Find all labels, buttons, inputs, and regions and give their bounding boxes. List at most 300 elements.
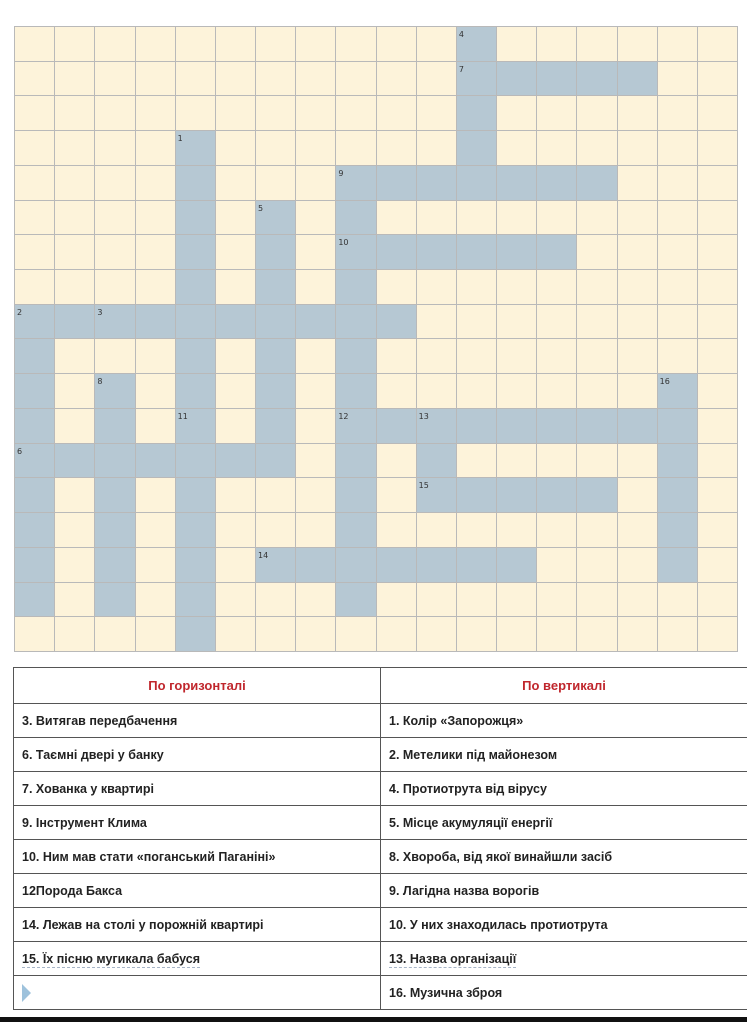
- grid-cell: [256, 131, 296, 166]
- grid-cell: [577, 201, 617, 236]
- grid-cell: [377, 201, 417, 236]
- grid-cell: [15, 270, 55, 305]
- grid-cell: [537, 478, 577, 513]
- clue-number: 1: [177, 134, 183, 144]
- grid-cell: [336, 305, 376, 340]
- grid-cell: [55, 235, 95, 270]
- grid-cell: [457, 270, 497, 305]
- clue-number: 15: [418, 481, 429, 491]
- grid-cell: [658, 444, 698, 479]
- grid-cell: [336, 27, 376, 62]
- grid-cell: [497, 617, 537, 652]
- grid-cell: [336, 617, 376, 652]
- grid-cell: [15, 27, 55, 62]
- grid-cell: [15, 617, 55, 652]
- grid-cell: [95, 270, 135, 305]
- grid-cell: [95, 513, 135, 548]
- grid-cell: [497, 548, 537, 583]
- grid-cell: [176, 374, 216, 409]
- grid-cell: [497, 27, 537, 62]
- grid-cell: [296, 270, 336, 305]
- grid-cell: [296, 62, 336, 97]
- grid-cell: [136, 166, 176, 201]
- grid-cell: [176, 166, 216, 201]
- grid-cell: [577, 617, 617, 652]
- grid-cell: [658, 235, 698, 270]
- grid-cell: [95, 444, 135, 479]
- grid-cell: [698, 409, 738, 444]
- bottom-bar: [0, 1017, 747, 1022]
- grid-cell: [377, 409, 417, 444]
- grid-cell: [457, 374, 497, 409]
- grid-cell: [176, 617, 216, 652]
- grid-cell: [15, 235, 55, 270]
- grid-cell: [658, 513, 698, 548]
- grid-cell: [336, 131, 376, 166]
- grid-cell: [658, 62, 698, 97]
- grid-cell: [577, 583, 617, 618]
- grid-cell: [256, 583, 296, 618]
- grid-cell: [55, 583, 95, 618]
- down-clue: 10. У них знаходилась протиотрута: [381, 908, 747, 942]
- grid-cell: [55, 478, 95, 513]
- grid-cell: [698, 235, 738, 270]
- grid-cell: [618, 27, 658, 62]
- grid-cell: [95, 201, 135, 236]
- grid-cell: [457, 131, 497, 166]
- grid-cell: [55, 548, 95, 583]
- grid-cell: [417, 62, 457, 97]
- grid-cell: [497, 270, 537, 305]
- grid-cell: [577, 27, 617, 62]
- grid-cell: [537, 270, 577, 305]
- grid-cell: [55, 444, 95, 479]
- clue-number: 2: [17, 307, 23, 317]
- grid-cell: [377, 374, 417, 409]
- across-clue: 7. Хованка у квартирі: [14, 772, 381, 806]
- grid-cell: [537, 166, 577, 201]
- clue-number: 6: [17, 446, 23, 456]
- grid-cell: [577, 478, 617, 513]
- grid-cell: [417, 270, 457, 305]
- grid-cell: [698, 513, 738, 548]
- clue-number: 5: [258, 203, 264, 213]
- grid-cell: [296, 235, 336, 270]
- grid-cell: [256, 513, 296, 548]
- grid-cell: [336, 166, 376, 201]
- grid-cell: [618, 374, 658, 409]
- grid-cell: [417, 201, 457, 236]
- grid-cell: [497, 62, 537, 97]
- grid-cell: [216, 131, 256, 166]
- grid-cell: [577, 131, 617, 166]
- grid-cell: [497, 478, 537, 513]
- grid-cell: [296, 513, 336, 548]
- grid-cell: [417, 478, 457, 513]
- grid-cell: [55, 131, 95, 166]
- grid-cell: [216, 27, 256, 62]
- grid-cell: [618, 339, 658, 374]
- clue-row: [14, 840, 747, 874]
- grid-cell: [136, 131, 176, 166]
- grid-cell: [296, 305, 336, 340]
- grid-cell: [577, 305, 617, 340]
- grid-cell: [658, 96, 698, 131]
- grid-cell: [577, 374, 617, 409]
- grid-cell: [216, 583, 256, 618]
- down-clue: 16. Музична зброя: [381, 976, 747, 1010]
- grid-cell: [377, 583, 417, 618]
- grid-cell: [176, 27, 216, 62]
- across-clue: 9. Інструмент Клима: [14, 806, 381, 840]
- grid-cell: [698, 478, 738, 513]
- grid-cell: [497, 305, 537, 340]
- down-clue: 2. Метелики під майонезом: [381, 738, 747, 772]
- grid-cell: [256, 339, 296, 374]
- grid-cell: [377, 62, 417, 97]
- grid-cell: [417, 96, 457, 131]
- grid-cell: [336, 548, 376, 583]
- clue-number: 4: [458, 30, 464, 39]
- grid-cell: [55, 62, 95, 97]
- grid-cell: [537, 305, 577, 340]
- clue-number: 8: [97, 377, 103, 387]
- grid-cell: [537, 409, 577, 444]
- grid-cell: [216, 270, 256, 305]
- grid-cell: [417, 339, 457, 374]
- grid-cell: [658, 339, 698, 374]
- clue-row: [14, 942, 747, 976]
- grid-cell: [55, 166, 95, 201]
- grid-cell: [658, 548, 698, 583]
- grid-cell: [216, 305, 256, 340]
- grid-cell: [618, 478, 658, 513]
- grid-cell: [698, 96, 738, 131]
- down-clue: 5. Місце акумуляції енергії: [381, 806, 747, 840]
- grid-cell: [457, 409, 497, 444]
- grid-cell: [497, 409, 537, 444]
- grid-cell: [698, 339, 738, 374]
- down-clue: 8. Хвороба, від якої винайшли засіб: [381, 840, 747, 874]
- grid-cell: [417, 513, 457, 548]
- grid-cell: [256, 166, 296, 201]
- grid-cell: [417, 548, 457, 583]
- across-clue: 15. Їх пісню мугикала бабуся: [14, 942, 381, 976]
- grid-cell: [618, 166, 658, 201]
- grid-cell: [136, 374, 176, 409]
- clues-table: [13, 667, 747, 1010]
- down-clue: 13. Назва організації: [381, 942, 747, 976]
- clue-number: 10: [338, 238, 349, 248]
- grid-cell: [417, 409, 457, 444]
- grid-cell: [95, 62, 135, 97]
- grid-cell: [618, 617, 658, 652]
- grid-cell: [497, 131, 537, 166]
- clue-number: 16: [659, 377, 670, 387]
- grid-cell: [55, 305, 95, 340]
- grid-cell: [336, 62, 376, 97]
- grid-cell: [577, 166, 617, 201]
- grid-cell: [256, 201, 296, 236]
- grid-cell: [136, 583, 176, 618]
- grid-cell: [55, 201, 95, 236]
- grid-cell: [95, 409, 135, 444]
- grid-cell: [698, 62, 738, 97]
- grid-cell: [176, 548, 216, 583]
- grid-cell: [216, 444, 256, 479]
- grid-cell: [216, 235, 256, 270]
- grid-cell: [15, 201, 55, 236]
- grid-cell: [497, 513, 537, 548]
- grid-cell: [577, 339, 617, 374]
- grid-cell: [537, 62, 577, 97]
- grid-cell: [296, 548, 336, 583]
- grid-cell: [296, 166, 336, 201]
- clue-number: 9: [338, 168, 344, 178]
- grid-cell: [658, 583, 698, 618]
- grid-cell: [417, 131, 457, 166]
- grid-cell: [296, 444, 336, 479]
- grid-cell: [537, 617, 577, 652]
- grid-cell: [55, 513, 95, 548]
- grid-cell: [15, 166, 55, 201]
- grid-cell: [55, 374, 95, 409]
- grid-cell: [55, 339, 95, 374]
- grid-cell: [15, 478, 55, 513]
- grid-cell: [618, 583, 658, 618]
- grid-cell: [55, 27, 95, 62]
- grid-cell: [15, 583, 55, 618]
- grid-cell: [176, 235, 216, 270]
- grid-cell: [457, 201, 497, 236]
- grid-cell: [55, 270, 95, 305]
- grid-cell: [336, 478, 376, 513]
- grid-cell: [698, 617, 738, 652]
- grid-cell: [136, 548, 176, 583]
- grid-cell: [136, 513, 176, 548]
- grid-cell: [658, 166, 698, 201]
- grid-cell: [457, 166, 497, 201]
- grid-cell: [15, 409, 55, 444]
- grid-cell: [698, 583, 738, 618]
- grid-cell: [15, 548, 55, 583]
- grid-cell: [256, 548, 296, 583]
- grid-cell: [176, 305, 216, 340]
- grid-cell: [537, 513, 577, 548]
- grid-cell: [136, 617, 176, 652]
- grid-cell: [336, 513, 376, 548]
- grid-cell: [658, 131, 698, 166]
- across-clue: 14. Лежав на столі у порожній квартирі: [14, 908, 381, 942]
- grid-cell: [417, 166, 457, 201]
- grid-cell: [176, 201, 216, 236]
- grid-cell: [136, 201, 176, 236]
- grid-cell: [216, 166, 256, 201]
- grid-cell: [216, 513, 256, 548]
- grid-cell: [15, 131, 55, 166]
- triangle-marker-icon: [22, 984, 31, 1002]
- grid-cell: [618, 444, 658, 479]
- grid-cell: [216, 201, 256, 236]
- grid-cell: [136, 339, 176, 374]
- grid-cell: [497, 339, 537, 374]
- grid-cell: [377, 513, 417, 548]
- grid-cell: [216, 374, 256, 409]
- across-header: По горизонталі: [14, 668, 381, 704]
- grid-cell: [377, 305, 417, 340]
- grid-cell: [618, 409, 658, 444]
- grid-cell: [336, 444, 376, 479]
- grid-cell: [95, 583, 135, 618]
- grid-cell: [457, 339, 497, 374]
- grid-cell: [618, 270, 658, 305]
- clues-header-row: [14, 668, 747, 704]
- grid-cell: [658, 270, 698, 305]
- grid-cell: [577, 96, 617, 131]
- clue-row: [14, 976, 747, 1010]
- clue-number: 11: [177, 411, 188, 421]
- grid-cell: [176, 270, 216, 305]
- grid-cell: [497, 96, 537, 131]
- grid-cell: [336, 583, 376, 618]
- clue-number: 12: [338, 411, 349, 421]
- clue-row: [14, 704, 747, 738]
- grid-cell: [577, 409, 617, 444]
- grid-cell: [95, 548, 135, 583]
- grid-cell: [176, 96, 216, 131]
- grid-cell: [176, 478, 216, 513]
- grid-cell: [537, 131, 577, 166]
- grid-cell: [136, 235, 176, 270]
- grid-cell: [577, 444, 617, 479]
- grid-cell: [457, 96, 497, 131]
- grid-cell: [658, 27, 698, 62]
- across-clue: 10. Ним мав стати «поганський Паганіні»: [14, 840, 381, 874]
- grid-cell: [296, 617, 336, 652]
- grid-cell: [577, 548, 617, 583]
- grid-cell: [256, 444, 296, 479]
- grid-cell: [698, 374, 738, 409]
- grid-cell: [417, 617, 457, 652]
- grid-cell: [15, 96, 55, 131]
- clue-row: [14, 806, 747, 840]
- grid-cell: [618, 305, 658, 340]
- grid-cell: [136, 444, 176, 479]
- grid-cell: [55, 409, 95, 444]
- grid-cell: [537, 339, 577, 374]
- grid-cell: [256, 270, 296, 305]
- grid-cell: [216, 62, 256, 97]
- clue-row: [14, 874, 747, 908]
- grid-cell: [176, 444, 216, 479]
- grid-cell: [216, 96, 256, 131]
- grid-cell: [136, 62, 176, 97]
- grid-cell: [698, 131, 738, 166]
- grid-cell: [15, 62, 55, 97]
- across-clue: [14, 976, 381, 1010]
- grid-cell: [296, 96, 336, 131]
- clue-row: [14, 908, 747, 942]
- grid-cell: [256, 235, 296, 270]
- grid-cell: [15, 339, 55, 374]
- grid-cell: [457, 617, 497, 652]
- grid-cell: [216, 617, 256, 652]
- grid-cell: [15, 374, 55, 409]
- grid-cell: [95, 478, 135, 513]
- grid-cell: [256, 305, 296, 340]
- grid-cell: [497, 444, 537, 479]
- grid-cell: [377, 235, 417, 270]
- grid-cell: [176, 62, 216, 97]
- grid-cell: [537, 583, 577, 618]
- grid-cell: [296, 131, 336, 166]
- grid-cell: [336, 409, 376, 444]
- grid-cell: [336, 339, 376, 374]
- grid-cell: [537, 548, 577, 583]
- grid-cell: [136, 96, 176, 131]
- grid-cell: [336, 201, 376, 236]
- grid-cell: [296, 583, 336, 618]
- grid-cell: [658, 201, 698, 236]
- down-clue: 1. Колір «Запорожця»: [381, 704, 747, 738]
- grid-cell: [698, 166, 738, 201]
- grid-cell: [336, 235, 376, 270]
- grid-cell: [296, 478, 336, 513]
- down-clue: 4. Протиотрута від вірусу: [381, 772, 747, 806]
- grid-cell: [698, 305, 738, 340]
- clue-row: [14, 772, 747, 806]
- grid-cell: [136, 409, 176, 444]
- grid-cell: [577, 270, 617, 305]
- down-clue: 9. Лагідна назва ворогів: [381, 874, 747, 908]
- grid-cell: [176, 513, 216, 548]
- grid-cell: [417, 27, 457, 62]
- grid-cell: [497, 583, 537, 618]
- grid-cell: [377, 548, 417, 583]
- grid-cell: [377, 478, 417, 513]
- grid-cell: [417, 374, 457, 409]
- grid-cell: [417, 583, 457, 618]
- down-header: По вертикалі: [381, 668, 747, 704]
- grid-cell: [618, 96, 658, 131]
- grid-cell: [497, 235, 537, 270]
- grid-cell: [176, 583, 216, 618]
- grid-cell: [296, 201, 336, 236]
- grid-cell: [537, 235, 577, 270]
- grid-cell: [497, 374, 537, 409]
- grid-cell: [256, 27, 296, 62]
- grid-cell: [55, 617, 95, 652]
- grid-cell: [15, 305, 55, 340]
- grid-cell: [658, 305, 698, 340]
- grid-cell: [176, 131, 216, 166]
- grid-cell: [537, 27, 577, 62]
- grid-cell: [658, 478, 698, 513]
- grid-cell: [457, 62, 497, 97]
- grid-cell: [377, 96, 417, 131]
- grid-cell: [296, 339, 336, 374]
- grid-cell: [537, 444, 577, 479]
- grid-cell: [95, 27, 135, 62]
- grid-cell: [296, 409, 336, 444]
- grid-cell: [417, 444, 457, 479]
- grid-cell: [296, 374, 336, 409]
- grid-cell: [618, 513, 658, 548]
- grid-cell: [537, 201, 577, 236]
- clue-number: 3: [97, 307, 103, 317]
- grid-cell: [457, 513, 497, 548]
- across-clue: 12Порода Бакса: [14, 874, 381, 908]
